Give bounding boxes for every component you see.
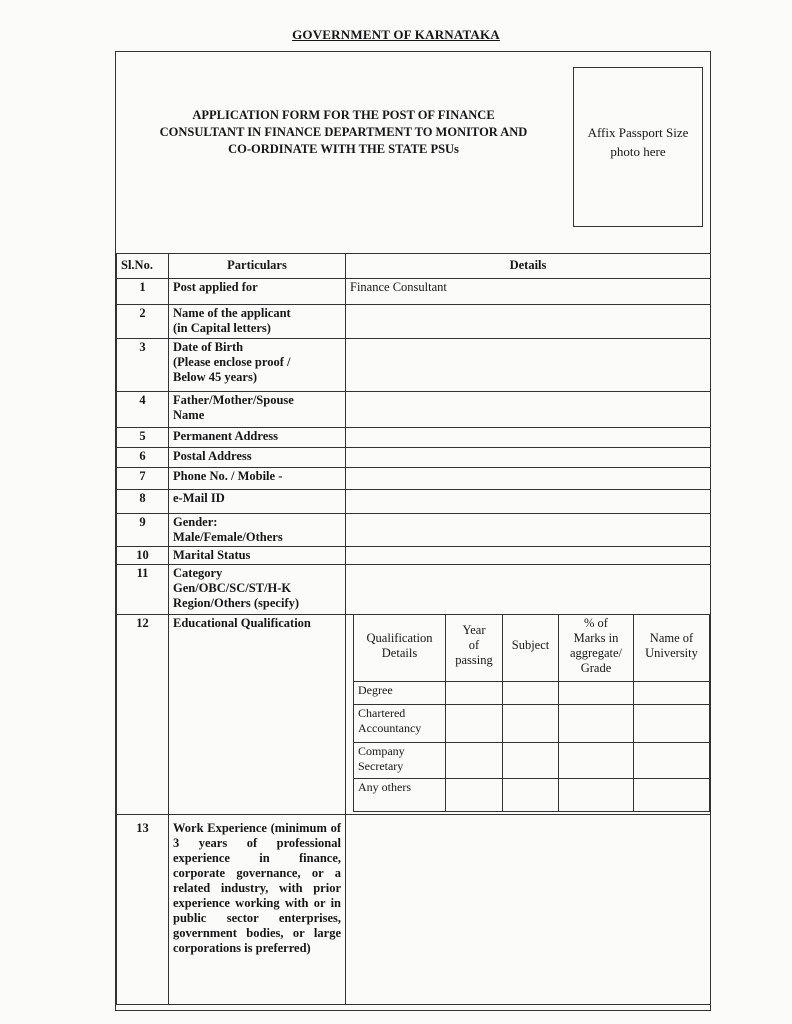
photo-instruction-line-2: photo here [610, 144, 666, 159]
edu-header-subject [503, 615, 559, 682]
particulars-line: Gender: [173, 515, 218, 529]
edu-university-field[interactable] [634, 743, 710, 779]
edu-header-line: Year [462, 623, 486, 637]
row-particulars [169, 468, 346, 490]
edu-year-field[interactable] [446, 682, 503, 705]
government-heading: GOVERNMENT OF KARNATAKA [292, 27, 500, 42]
header-details: Details [346, 254, 711, 279]
particulars-table [116, 253, 711, 1005]
particulars-line: Father/Mother/Spouse [173, 393, 294, 407]
particulars-line: Below 45 years) [173, 370, 258, 384]
edu-year-field[interactable] [446, 743, 503, 779]
photo-instruction-line-1: Affix Passport Size [587, 125, 689, 140]
edu-university-field[interactable] [634, 705, 710, 743]
edu-year-field[interactable] [446, 779, 503, 812]
marital-status-field[interactable] [346, 547, 711, 565]
edu-header-line: aggregate/ [569, 645, 623, 660]
particulars-line: Gen/OBC/SC/ST/H-K [173, 581, 292, 595]
application-form [115, 51, 711, 1011]
table-row [117, 448, 711, 468]
table-row [117, 468, 711, 490]
edu-header-line: passing [455, 653, 493, 667]
education-row-degree [354, 682, 710, 705]
education-row-cs [354, 743, 710, 779]
edu-year-field[interactable] [446, 705, 503, 743]
post-applied-value[interactable]: Finance Consultant [346, 279, 711, 305]
row-particulars [169, 448, 346, 468]
form-title-line-1: APPLICATION FORM FOR THE POST OF FINANCE [192, 108, 495, 122]
particulars-line: Permanent Address [173, 429, 278, 443]
particulars-line: Name [173, 408, 205, 422]
row-sl-no: 11 [117, 565, 169, 615]
edu-label-line: Company [358, 744, 405, 758]
particulars-line: e-Mail ID [173, 491, 225, 505]
edu-label-line: Accountancy [358, 721, 422, 735]
edu-header-line: of [468, 638, 480, 652]
particulars-line: Postal Address [173, 449, 252, 463]
education-row-ca [354, 705, 710, 743]
gender-field[interactable] [346, 514, 711, 547]
row-particulars [169, 305, 346, 339]
row-particulars [169, 615, 346, 815]
edu-subject-field[interactable] [503, 743, 559, 779]
edu-header-line: % of [584, 615, 608, 630]
row-particulars [169, 392, 346, 428]
particulars-line: Male/Female/Others [173, 530, 283, 544]
edu-marks-field[interactable] [559, 779, 634, 812]
header-particulars: Particulars [169, 254, 346, 279]
table-row [117, 305, 711, 339]
postal-address-field[interactable] [346, 448, 711, 468]
particulars-line: Region/Others (specify) [173, 596, 300, 610]
education-row-others [354, 779, 710, 812]
row-particulars [169, 514, 346, 547]
edu-header-line: Name of [649, 630, 694, 645]
table-row [117, 279, 711, 305]
edu-university-field[interactable] [634, 779, 710, 812]
table-row [117, 547, 711, 565]
row-sl-no: 12 [117, 615, 169, 815]
particulars-line: Educational Qualification [173, 616, 311, 630]
edu-subject-field[interactable] [503, 705, 559, 743]
edu-university-field[interactable] [634, 682, 710, 705]
work-experience-field[interactable] [346, 815, 711, 1005]
passport-photo-box[interactable] [573, 67, 703, 227]
particulars-line: Date of Birth [173, 340, 244, 354]
row-sl-no: 7 [117, 468, 169, 490]
row-sl-no: 10 [117, 547, 169, 565]
form-title [116, 107, 571, 158]
table-header-row [117, 254, 711, 279]
edu-marks-field[interactable] [559, 682, 634, 705]
row-particulars [169, 547, 346, 565]
row-particulars: Work Experience (minimum of 3 years of professional experience in finance, corporate governance, or a related industry, with prior experience working with or in public sector enterprises, government bodies, or large corporations is preferred) [169, 815, 346, 1005]
row-particulars [169, 279, 346, 305]
edu-qualification-label [354, 705, 446, 743]
row-sl-no: 13 [117, 815, 169, 1005]
table-row [117, 815, 711, 1005]
edu-qualification-label [354, 682, 446, 705]
phone-mobile-field[interactable] [346, 468, 711, 490]
form-title-line-2: CONSULTANT IN FINANCE DEPARTMENT TO MONITOR AND [159, 125, 528, 139]
edu-qualification-label [354, 779, 446, 812]
row-sl-no: 5 [117, 428, 169, 448]
row-particulars [169, 490, 346, 514]
row-sl-no: 2 [117, 305, 169, 339]
table-row [117, 339, 711, 392]
table-row [117, 615, 711, 815]
edu-header-line: Grade [580, 660, 612, 675]
edu-header-qualification [354, 615, 446, 682]
particulars-line: Phone No. / Mobile - [173, 469, 283, 483]
table-row [117, 428, 711, 448]
header-sl-no: Sl.No. [117, 254, 169, 279]
particulars-line: Category [173, 566, 223, 580]
edu-subject-field[interactable] [503, 682, 559, 705]
edu-header-marks [559, 615, 634, 682]
edu-header-line: University [645, 645, 698, 660]
table-row [117, 514, 711, 547]
particulars-line: Marital Status [173, 548, 251, 562]
particulars-line: (in Capital letters) [173, 321, 271, 335]
edu-header-line: Subject [511, 638, 550, 652]
edu-label-line: Secretary [358, 759, 404, 773]
email-field[interactable] [346, 490, 711, 514]
date-of-birth-field[interactable] [346, 339, 711, 392]
father-mother-spouse-name-field[interactable] [346, 392, 711, 428]
form-title-line-3: CO-ORDINATE WITH THE STATE PSUs [228, 142, 459, 156]
row-particulars [169, 339, 346, 392]
table-row [117, 490, 711, 514]
particulars-line: Name of the applicant [173, 306, 291, 320]
category-field[interactable] [346, 565, 711, 615]
edu-header-line: Qualification [366, 630, 433, 645]
education-table [353, 615, 710, 813]
row-particulars [169, 428, 346, 448]
permanent-address-field[interactable] [346, 428, 711, 448]
table-row [117, 392, 711, 428]
particulars-line: (Please enclose proof / [173, 355, 291, 369]
edu-header-university [634, 615, 710, 682]
row-sl-no: 8 [117, 490, 169, 514]
row-sl-no: 1 [117, 279, 169, 305]
educational-qualification-cell [346, 615, 711, 815]
row-sl-no: 6 [117, 448, 169, 468]
table-row [117, 565, 711, 615]
row-particulars [169, 565, 346, 615]
edu-subject-field[interactable] [503, 779, 559, 812]
applicant-name-field[interactable] [346, 305, 711, 339]
edu-label-line: Any others [358, 780, 411, 794]
education-header-row [354, 615, 710, 682]
edu-qualification-label [354, 743, 446, 779]
row-sl-no: 3 [117, 339, 169, 392]
edu-marks-field[interactable] [559, 743, 634, 779]
edu-header-year [446, 615, 503, 682]
edu-label-line: Chartered [358, 706, 406, 720]
edu-header-line: Marks in [573, 630, 619, 645]
row-sl-no: 9 [117, 514, 169, 547]
edu-label-line: Degree [358, 683, 393, 697]
particulars-line: Post applied for [173, 280, 258, 294]
row-sl-no: 4 [117, 392, 169, 428]
edu-header-line: Details [381, 645, 418, 660]
edu-marks-field[interactable] [559, 705, 634, 743]
